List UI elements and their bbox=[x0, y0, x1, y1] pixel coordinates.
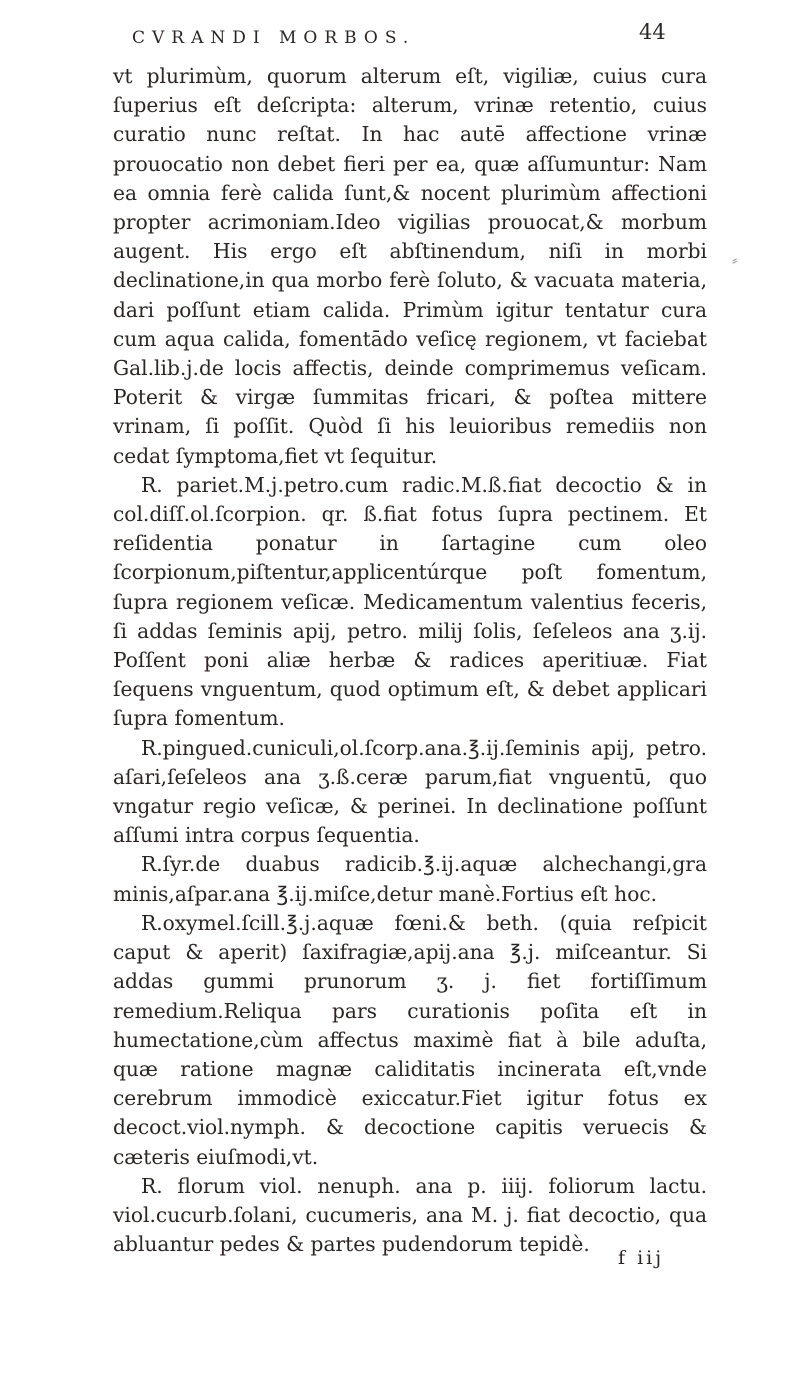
page-number: 44 bbox=[639, 20, 666, 44]
margin-mark-icon: ⸗ bbox=[732, 250, 738, 269]
running-head bbox=[132, 18, 692, 58]
recipe-syrup: R.ſyr.de duabus radicib.℥.ij.aquæ alchechangi,gra minis,aſpar.ana ℥.ij.miſce,detur manè.Fortius eſt hoc. bbox=[113, 852, 707, 906]
recipe-oxymel: R.oxymel.ſcill.℥.j.aquæ fœni.& beth. (quia reſpicit caput & aperit) ſaxifragiæ,apij.ana ℥.j. miſceantur. Si addas gummi prunorum ʒ. j. fiet fortiſſimum remedium.Reliqua pars curationis poſita eſt in humectatione,cùm affectus maximè fiat à bile aduſta, quæ ratione magnæ caliditatis incinerata eſt,vnde cerebrum immodicè exiccatur.Fiet igitur fotus ex decoct.viol.nymph. & decoctione capitis veruecis & cæteris eiuſmodi,vt. bbox=[113, 910, 707, 1169]
recipe-fotus: R. pariet.M.j.petro.cum radic.M.ß.fiat decoctio & in col.diſſ.ol.ſcorpion. qr. ß.fiat fotus ſupra pectinem. Et reſidentia ponatur in ſartagine cum oleo ſcorpionum,piſtentur,applicentúrque poſt fomentum, ſupra regionem veſicæ. Medicamentum valentius feceris, ſi addas ſeminis apij, petro. milij ſolis, ſeſeleos ana ʒ.ij. Poſſent poni aliæ herbæ & radices aperitiuæ. Fiat ſequens vnguentum, quod optimum eſt, & debet applicari ſupra fomentum. bbox=[113, 472, 707, 731]
running-head-title: CVRANDI MORBOS. bbox=[132, 28, 416, 48]
paragraph-opening: vt plurimùm, quorum alterum eſt, vigiliæ, cuius cura ſuperius eſt deſcripta: alterum, vrinæ retentio, cuius curatio nunc reſtat. In hac autē affectione vrinæ prouocatio non debet fieri per ea, quæ aſſumuntur: Nam ea omnia ferè calida ſunt,& nocent plurimùm affectioni propter acrimoniam.Ideo vigilias prouocat,& morbum augent. His ergo eſt abſtinendum, niſi in morbi declinatione,in qua morbo ferè ſoluto, & vacuata materia, dari poſſunt etiam calida. Primùm igitur tentatur cura cum aqua calida, fomentādo veſicę regionem, vt faciebat Gal.lib.j.de locis affectis, deinde comprimemus veſicam. Poterit & virgæ ſummitas fricari, & poſtea mittere vrinam, ſi poſſit. Quòd ſi his leuioribus remediis non cedat ſymptoma,fiet vt ſequitur. bbox=[113, 64, 707, 468]
body-text bbox=[113, 62, 707, 1259]
recipe-vnguentum: R.pingued.cuniculi,ol.ſcorp.ana.℥.ij.ſeminis apij, petro. aſari,ſeſeleos ana ʒ.ß.ceræ parum,fiat vnguentū, quo vngatur regio veſicæ, & perinei. In declinatione poſſunt aſſumi intra corpus ſequentia. bbox=[113, 735, 707, 848]
signature-mark: f iij bbox=[618, 1247, 665, 1269]
recipe-flowers: R. florum viol. nenuph. ana p. iiij. foliorum lactu. viol.cucurb.ſolani, cucumeris, ana M. j. fiat decoctio, qua abluantur pedes & partes pudendorum tepidè. bbox=[113, 1173, 707, 1257]
